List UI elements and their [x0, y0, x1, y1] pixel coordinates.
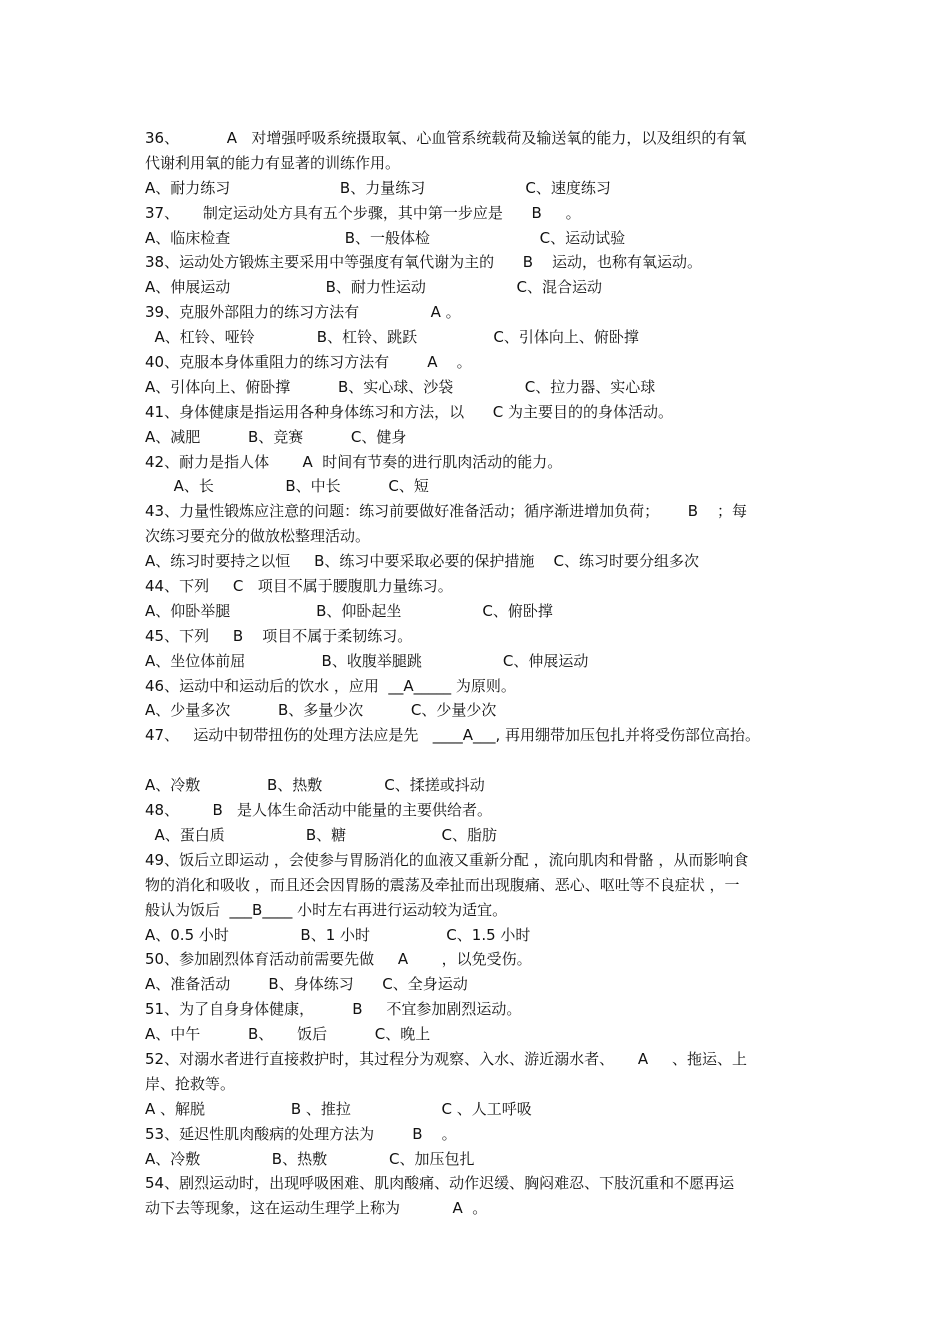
text-line: 40、克服本身体重阻力的练习方法有 A 。: [145, 353, 472, 372]
text-line: 48、 B 是人体生命活动中能量的主要供给者。: [145, 801, 493, 820]
text-line: A、长 B、中长 C、短: [145, 477, 429, 496]
text-line: A、临床检查 B、一般体检 C、运动试验: [145, 228, 626, 247]
document-page: [145, 126, 825, 1221]
text-line: A、减肥 B、竞赛 C、健身: [145, 427, 407, 446]
text-line: 54、剧烈运动时，出现呼吸困难、肌肉酸痛、动作迟缓、胸闷难忍、下肢沉重和不愿再运: [145, 1174, 735, 1193]
text-line: 52、对溺水者进行直接救护时，其过程分为观察、入水、游近溺水者、 A 、拖运、上: [145, 1049, 748, 1068]
text-line: A、0.5 小时 B、1 小时 C、1.5 小时: [145, 925, 531, 944]
text-line: 47、 运动中韧带扭伤的处理方法应是先 ____A___, 再用绷带加压包扎并将受伤部位高抬。: [145, 726, 760, 745]
text-line: 45、下列 B 项目不属于柔韧练习。: [145, 626, 413, 645]
text-line: 代谢利用氧的能力有显著的训练作用。: [145, 153, 401, 172]
text-line: 49、饭后立即运动 ，会使参与胃肠消化的血液又重新分配 ，流向肌肉和骨骼 ，从而影响食: [145, 850, 749, 869]
text-line: 般认为饭后 ___B____ 小时左右再进行运动较为适宜。: [145, 900, 508, 919]
text-line: 次练习要充分的做放松整理活动。: [145, 527, 371, 546]
text-line: A、练习时要持之以恒 B、练习中要采取必要的保护措施 C、练习时要分组多次: [145, 552, 699, 571]
text-line: 39、克服外部阻力的练习方法有 A 。: [145, 303, 461, 322]
text-line: 37、 制定运动处方具有五个步骤，其中第一步应是 B 。: [145, 203, 581, 222]
text-line: A、仰卧举腿 B、仰卧起坐 C、俯卧撑: [145, 601, 553, 620]
blank-line: [145, 748, 825, 773]
text-line: 41、身体健康是指运用各种身体练习和方法，以 C 为主要目的的身体活动。: [145, 402, 673, 421]
text-line: 动下去等现象，这在运动生理学上称为 A 。: [145, 1199, 488, 1218]
text-line: 岸、抢救等。: [145, 1074, 236, 1093]
text-line: 44、下列 C 项目不属于腰腹肌力量练习。: [145, 577, 453, 596]
text-line: 36、 A 对增强呼吸系统摄取氧、心血管系统载荷及输送氧的能力，以及组织的有氧: [145, 129, 747, 147]
text-line: A、中午 B、 饭后 C、晚上: [145, 1025, 431, 1044]
text-line: A、耐力练习 B、力量练习 C、速度练习: [145, 178, 611, 197]
text-line: A、准备活动 B、身体练习 C、全身运动: [145, 975, 468, 994]
text-line: 42、耐力是指人体 A 时间有节奏的进行肌肉活动的能力。: [145, 452, 563, 471]
text-line: A、伸展运动 B、耐力性运动 C、混合运动: [145, 278, 602, 297]
text-line: 43、力量性锻炼应注意的问题：练习前要做好准备活动；循序渐进增加负荷； B ；每: [145, 502, 748, 521]
text-line: A、杠铃、哑铃 B、杠铃、跳跃 C、引体向上、俯卧撑: [145, 328, 639, 347]
text-line: 46、运动中和运动后的饮水 ，应用 __A_____ 为原则。: [145, 676, 516, 695]
text-line: A、引体向上、俯卧撑 B、实心球、沙袋 C、拉力器、实心球: [145, 377, 656, 396]
text-line: A、冷敷 B、热敷 C、揉搓或抖动: [145, 776, 485, 795]
text-line: A、坐位体前屈 B、收腹举腿跳 C、伸展运动: [145, 651, 589, 670]
text-line: 51、为了自身身体健康， B 不宜参加剧烈运动。: [145, 1000, 522, 1019]
text-line: A、少量多次 B、多量少次 C、少量少次: [145, 701, 497, 720]
text-line: 物的消化和吸收 ，而且还会因胃肠的震荡及牵扯而出现腹痛、恶心、呕吐等不良症状 ，一: [145, 875, 740, 894]
text-line: A、蛋白质 B、糖 C、脂肪: [145, 825, 497, 844]
text-line: 53、延迟性肌肉酸病的处理方法为 B 。: [145, 1124, 457, 1143]
text-line: 38、运动处方锻炼主要采用中等强度有氧代谢为主的 B 运动，也称有氧运动。: [145, 253, 703, 272]
text-line: A 、解脱 B 、推拉 C 、人工呼吸: [145, 1099, 532, 1118]
text-line: 50、参加剧烈体育活动前需要先做 A ，以免受伤。: [145, 950, 532, 969]
text-line: A、冷敷 B、热敷 C、加压包扎: [145, 1149, 475, 1168]
